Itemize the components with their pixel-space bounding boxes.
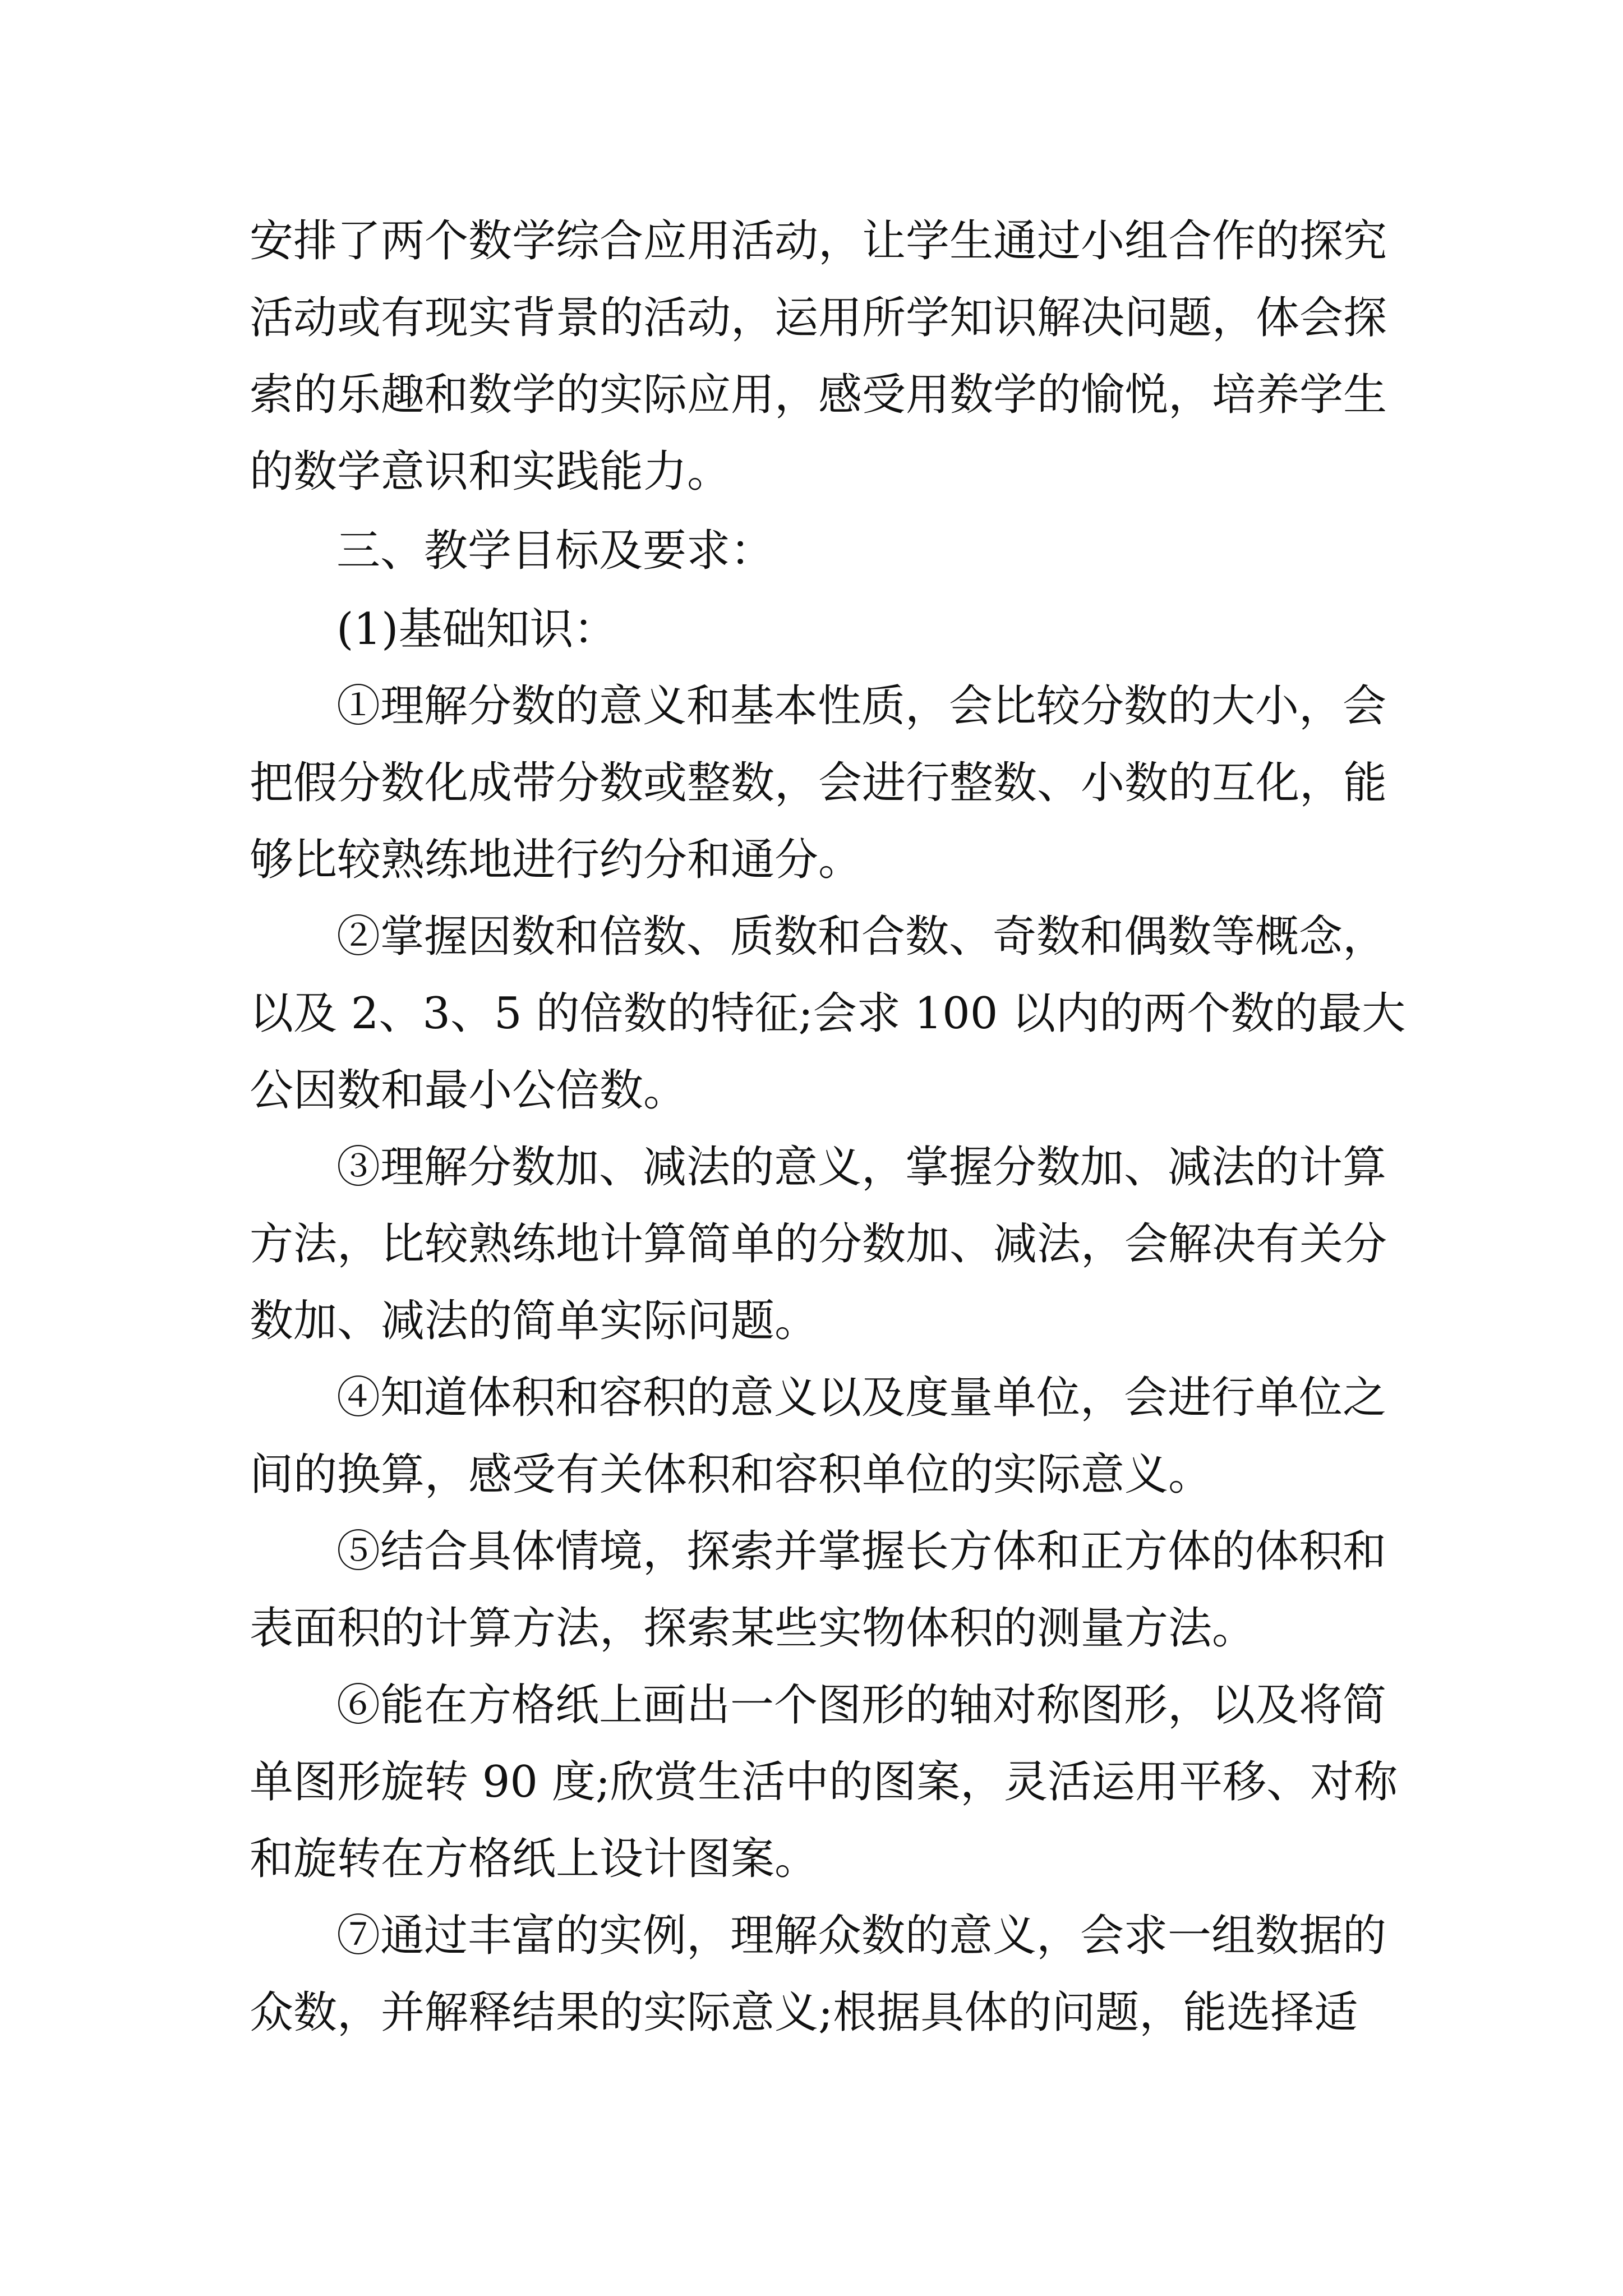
text-line: 众数，并解释结果的实际意义;根据具体的问题，能选择适 [250,1987,1358,2038]
text-line: ⑦通过丰富的实例，理解众数的意义，会求一组数据的 [336,1911,1387,1961]
text-line: 公因数和最小公倍数。 [250,1065,688,1116]
text-line: 把假分数化成带分数或整数，会进行整数、小数的互化，能 [250,758,1387,808]
text-line: ⑥能在方格纸上画出一个图形的轴对称图形，以及将简 [336,1680,1387,1731]
text-line: ④知道体积和容积的意义以及度量单位，会进行单位之 [336,1373,1387,1423]
text-line: 间的换算，感受有关体积和容积单位的实际意义。 [250,1450,1212,1500]
text-line: ①理解分数的意义和基本性质，会比较分数的大小，会 [336,681,1387,731]
text-line: ⑤结合具体情境，探索并掌握长方体和正方体的体积和 [336,1526,1387,1577]
text-line: 和旋转在方格纸上设计图案。 [250,1834,819,1884]
text-line: 表面积的计算方法，探索某些实物体积的测量方法。 [250,1603,1256,1654]
text-line: 的数学意识和实践能力。 [250,447,731,497]
text-line: ③理解分数加、减法的意义，掌握分数加、减法的计算 [336,1142,1387,1193]
text-line: ②掌握因数和倍数、质数和合数、奇数和偶数等概念， [336,912,1387,962]
subsection-heading: (1)基础知识： [336,604,617,655]
text-line: 安排了两个数学综合应用活动，让学生通过小组合作的探究 [250,216,1387,266]
section-heading: 三、教学目标及要求： [336,526,774,576]
text-line: 数加、减法的简单实际问题。 [250,1296,819,1346]
text-line: 方法，比较熟练地计算简单的分数加、减法，会解决有关分 [250,1219,1387,1269]
text-line: 以及 2、3、5 的倍数的特征;会求 100 以内的两个数的最大 [250,988,1406,1039]
text-line: 够比较熟练地进行约分和通分。 [250,835,863,885]
text-line: 索的乐趣和数学的实际应用，感受用数学的愉悦，培养学生 [250,370,1387,420]
text-line: 活动或有现实背景的活动，运用所学知识解决问题，体会探 [250,293,1387,343]
text-line: 单图形旋转 90 度;欣赏生活中的图案，灵活运用平移、对称 [250,1757,1398,1807]
